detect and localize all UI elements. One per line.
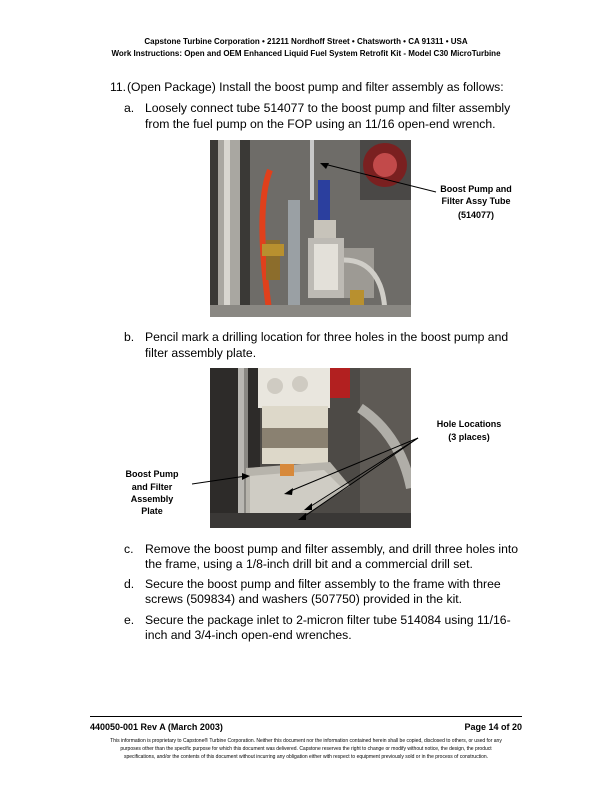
step-11-number: 11. [110,80,127,94]
footer-doc-id: 440050-001 Rev A (March 2003) [90,722,223,732]
substep-e-line1: Secure the package inlet to 2-micron filter tube 514084 using 11/16- [145,613,511,627]
substep-b-letter: b. [124,330,135,344]
substep-c-line2: the frame, using a 1/8-inch drill bit and a commercial drill set. [145,557,473,571]
hole-callout-line2: (3 places) [448,432,490,442]
footer-divider [90,716,522,717]
notice-line-1: This information is proprietary to Capstone® Turbine Corporation. Neither this document nor the information contained herein shall be copied, disclosed to others, or used for any [110,738,502,744]
step-11-text: (Open Package) Install the boost pump and filter assembly as follows: [127,80,504,94]
tube-callout-line2: Filter Assy Tube [441,196,511,206]
substep-d-letter: d. [124,577,135,591]
plate-callout-line4: Plate [141,506,163,516]
plate-callout-line2: and Filter [131,482,173,492]
substep-e-letter: e. [124,613,135,627]
substep-b-line2: filter assembly plate. [145,346,257,360]
tube-callout-line3: (514077) [457,210,495,220]
substep-a-letter: a. [124,101,135,115]
substep-d-line2: screws (509834) and washers (507750) provided in the kit. [145,592,463,606]
substep-c-line1: Remove the boost pump and filter assembly, and drill three holes into [145,542,519,556]
notice-line-2: purposes other than the specific purpose for which this document was delivered. Capstone reserves the right to change or modify without notice, the design, the product [120,746,492,752]
hole-callout-line1: Hole Locations [436,419,502,429]
substep-b-line1: Pencil mark a drilling location for three holes in the boost pump and [145,330,509,344]
substep-e-line2: inch and 3/4-inch open-end wrenches. [145,628,352,642]
footer-proprietary-notice [90,737,522,761]
substep-c-letter: c. [124,542,134,556]
substep-a-line2: from the fuel pump on the FOP using an 11/16 open-end wrench. [145,117,496,131]
tube-callout-arrow [320,160,440,200]
tube-callout-line1: Boost Pump and [440,184,512,194]
header-title: Work Instructions: Open and OEM Enhanced Liquid Fuel System Retrofit Kit - Model C30 MicroTurbine [111,49,501,58]
substep-a-line1: Loosely connect tube 514077 to the boost pump and filter assembly [145,101,511,115]
header-address: Capstone Turbine Corporation • 21211 Nordhoff Street • Chatsworth • CA 91311 • USA [144,37,468,46]
hole-callout-arrows [180,430,440,530]
notice-line-3: specifications, and/or the contents of this document without incurring any obligation either with respect to equipment previously sold or in the process of construction. [123,754,489,760]
plate-callout-line3: Assembly [130,494,174,504]
plate-callout-line1: Boost Pump [125,469,179,479]
footer-page-number: Page 14 of 20 [464,722,522,732]
substep-d-line1: Secure the boost pump and filter assembly to the frame with three [145,577,501,591]
